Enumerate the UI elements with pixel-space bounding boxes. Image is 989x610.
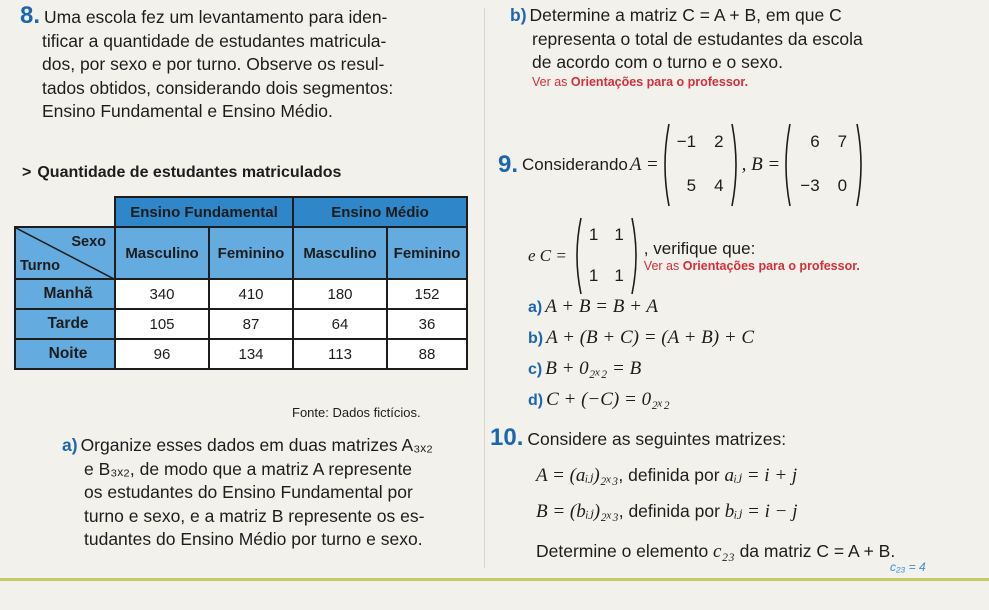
table-title-text: Quantidade de estudantes matriculados bbox=[37, 164, 342, 181]
q9-item-label: c) bbox=[528, 361, 543, 378]
table-cell: 340 bbox=[115, 279, 209, 309]
item-a-label: a) bbox=[62, 435, 78, 455]
right-paren bbox=[630, 216, 642, 296]
table-row bbox=[15, 339, 467, 369]
item-b-line: Determine a matriz C = A + B, em que C bbox=[529, 5, 842, 25]
q8-intro-line: Ensino Fundamental e Ensino Médio. bbox=[42, 101, 333, 121]
matrix-c-cell: 1 bbox=[614, 225, 624, 244]
table-cell: 96 bbox=[115, 339, 209, 369]
q9-item bbox=[528, 354, 968, 385]
table-cell: 410 bbox=[209, 279, 293, 309]
matrix-b-cell: 0 bbox=[837, 176, 848, 195]
matrix-c-cell: 1 bbox=[588, 225, 599, 244]
q9-item bbox=[528, 323, 968, 354]
q10-question-elem: c₂₃ bbox=[713, 541, 735, 562]
q10-lead-text: Considere as seguintes matrizes: bbox=[527, 429, 787, 449]
orientation-bold: Orientações para o professor. bbox=[682, 259, 860, 273]
matrix-c-cell: 1 bbox=[588, 266, 599, 285]
item-b-label: b) bbox=[510, 5, 527, 25]
row-header: Manhã bbox=[15, 279, 115, 309]
matrix-c-grid bbox=[583, 216, 630, 296]
table-cell: 134 bbox=[209, 339, 293, 369]
q10-def-b-expr: B = (bᵢⱼ)₂ₓ₃ bbox=[536, 501, 619, 522]
q9-item bbox=[528, 292, 968, 323]
column-divider bbox=[484, 8, 485, 568]
q10-def-a-rule: aᵢⱼ = i + j bbox=[724, 465, 798, 486]
q9-item-expr: C + (−C) = 0₂ₓ₂ bbox=[546, 389, 670, 410]
q9-a-label: A = bbox=[629, 154, 659, 175]
q8-intro bbox=[20, 4, 475, 124]
orientation-prefix: Ver as bbox=[643, 259, 683, 273]
q9-orientation bbox=[644, 259, 860, 273]
q8-item-b bbox=[510, 4, 980, 89]
item-b-line: de acordo com o turno e o sexo. bbox=[532, 52, 783, 72]
matrix-a-grid bbox=[671, 122, 730, 208]
matrix-a bbox=[659, 122, 742, 208]
q9-item-expr: A + B = B + A bbox=[545, 296, 658, 317]
table-cell: 180 bbox=[293, 279, 387, 309]
col-header: Masculino bbox=[115, 227, 209, 279]
right-paren bbox=[855, 122, 867, 208]
item-a-line: tudantes do Ensino Médio por turno e sexo. bbox=[84, 529, 423, 549]
matrix-b-cell: 6 bbox=[810, 132, 820, 151]
q9-item-label: d) bbox=[528, 392, 544, 409]
item-b-orientation bbox=[510, 75, 980, 89]
q9-items bbox=[528, 292, 968, 416]
right-paren bbox=[730, 122, 742, 208]
q10-def-a-expr: A = (aᵢⱼ)₂ₓ₃ bbox=[536, 465, 619, 486]
matrix-c bbox=[571, 216, 642, 296]
q9-b-label: , B = bbox=[741, 154, 781, 175]
row-header: Tarde bbox=[15, 309, 115, 339]
left-paren bbox=[571, 216, 583, 296]
table-source: Fonte: Dados fictícios. bbox=[292, 405, 421, 420]
q9-number: 9. bbox=[498, 151, 519, 178]
table-blank-corner bbox=[15, 197, 115, 227]
table-cell: 105 bbox=[115, 309, 209, 339]
matrix-c-cell: 1 bbox=[614, 266, 624, 285]
table-title-marker: > bbox=[22, 164, 32, 181]
q8-number: 8. bbox=[20, 2, 41, 29]
q8-intro-line: tados obtidos, considerando dois segmentos: bbox=[42, 77, 394, 98]
matrix-b-cell: 7 bbox=[837, 132, 848, 151]
q8-intro-line: tificar a quantidade de estudantes matricula- bbox=[42, 30, 387, 51]
table-row bbox=[15, 309, 467, 339]
matrix-a-cell: −1 bbox=[676, 132, 697, 151]
item-a-line: os estudantes do Ensino Fundamental por bbox=[84, 482, 413, 502]
q9-item-label: b) bbox=[528, 330, 544, 347]
corner-sexo: Sexo bbox=[71, 234, 106, 250]
item-a-line: e B₃ₓ₂, de modo que a matriz A represente bbox=[84, 458, 413, 479]
q10-answer: c₂₃ = 4 bbox=[890, 560, 926, 574]
matrix-b bbox=[780, 122, 867, 208]
q10-def-b-text: , definida por bbox=[618, 501, 720, 521]
matrix-b-cell: −3 bbox=[800, 176, 820, 195]
bottom-rule bbox=[0, 578, 989, 581]
q10-number: 10. bbox=[490, 424, 524, 451]
col-header: Feminino bbox=[387, 227, 467, 279]
q8-item-a bbox=[62, 434, 482, 552]
table-cell: 87 bbox=[209, 309, 293, 339]
q9-item-expr: A + (B + C) = (A + B) + C bbox=[546, 327, 755, 348]
students-table-wrap bbox=[14, 196, 468, 370]
table-cell: 36 bbox=[387, 309, 467, 339]
orientation-prefix: Ver as bbox=[532, 74, 571, 89]
q8-intro-line: dos, por sexo e por turno. Observe os resul- bbox=[42, 54, 385, 74]
col-header: Feminino bbox=[209, 227, 293, 279]
q9-matrices-ab bbox=[498, 122, 867, 208]
group-header-fundamental: Ensino Fundamental bbox=[115, 197, 293, 227]
q10-def-a bbox=[536, 464, 797, 488]
q9-verify: , verifique que: bbox=[643, 239, 756, 258]
left-paren bbox=[780, 122, 792, 208]
matrix-a-cell: 4 bbox=[714, 176, 724, 195]
q10-question-suffix: da matriz C = A + B. bbox=[739, 541, 896, 561]
q9-item-expr: B + 0₂ₓ₂ = B bbox=[545, 358, 642, 379]
table-corner-cell bbox=[15, 227, 115, 279]
table-row bbox=[15, 279, 467, 309]
left-paren bbox=[659, 122, 671, 208]
q9-verify-block bbox=[644, 239, 860, 273]
item-a-line: turno e sexo, e a matriz B represente os es- bbox=[84, 505, 425, 526]
q10-def-b-rule: bᵢⱼ = i − j bbox=[724, 501, 798, 522]
q9-matrix-c-line bbox=[528, 216, 860, 296]
col-header: Masculino bbox=[293, 227, 387, 279]
group-header-medio: Ensino Médio bbox=[293, 197, 467, 227]
q10-question-prefix: Determine o elemento bbox=[536, 541, 709, 561]
item-b-line: representa o total de estudantes da escola bbox=[532, 28, 863, 49]
q8-intro-line: Uma escola fez um levantamento para iden- bbox=[44, 7, 388, 27]
q10-def-a-text: , definida por bbox=[618, 465, 720, 485]
table-cell: 113 bbox=[293, 339, 387, 369]
q9-item-label: a) bbox=[528, 299, 543, 316]
matrix-a-cell: 2 bbox=[714, 132, 724, 151]
q10-question bbox=[536, 540, 895, 564]
q10-def-b bbox=[536, 500, 798, 524]
corner-turno: Turno bbox=[20, 258, 60, 274]
item-a-line: Organize esses dados em duas matrizes A₃ₓ₂ bbox=[80, 435, 433, 455]
table-cell: 64 bbox=[293, 309, 387, 339]
q9-c-lead: e C = bbox=[528, 246, 567, 265]
row-header: Noite bbox=[15, 339, 115, 369]
students-table bbox=[14, 196, 468, 370]
table-title bbox=[22, 164, 341, 182]
q9-item bbox=[528, 385, 968, 416]
q9-lead: Considerando bbox=[522, 155, 628, 174]
orientation-bold: Orientações para o professor. bbox=[570, 74, 749, 89]
q10-lead bbox=[490, 426, 980, 452]
table-cell: 152 bbox=[387, 279, 467, 309]
table-cell: 88 bbox=[387, 339, 467, 369]
matrix-a-cell: 5 bbox=[686, 176, 697, 195]
matrix-b-grid bbox=[792, 122, 855, 208]
